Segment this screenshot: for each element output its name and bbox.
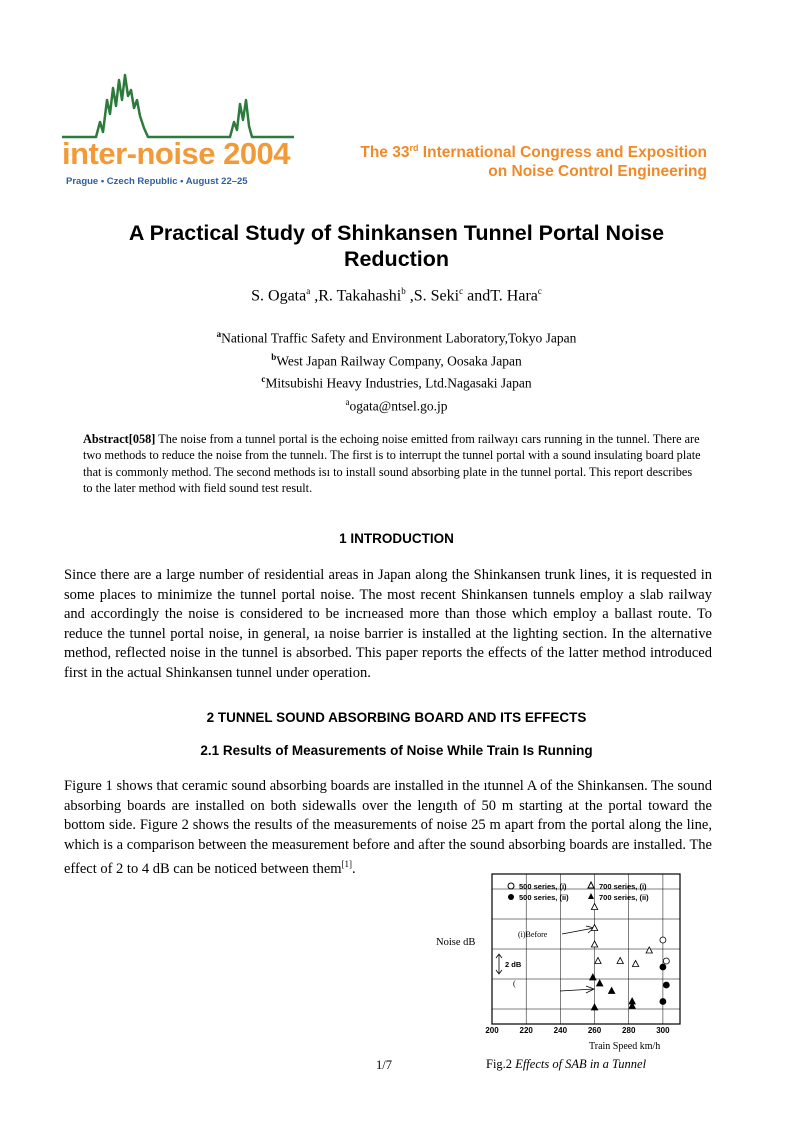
affiliation-line [60, 325, 733, 348]
data-point-open-circle [663, 958, 669, 964]
email-line [60, 393, 733, 416]
congress-line1-post: International Congress and Exposition [418, 144, 707, 162]
author-list [60, 286, 733, 305]
affiliation-text: National Traffic Safety and Environment Laboratory,Tokyo Japan [221, 330, 577, 346]
affiliation-list [60, 325, 733, 415]
data-point-open-triangle [632, 961, 638, 967]
x-tick-label: 240 [553, 1026, 568, 1035]
data-points [590, 904, 670, 1011]
legend-marker-500ii [508, 894, 514, 900]
scale-label: 2 dB [505, 960, 522, 969]
title-line1: A Practical Study of Shinkansen Tunnel Portal Noise [128, 221, 665, 245]
abstract-text: The noise from a tunnel portal is the echoing noise emitted from railwayı cars running in the tunnel. There are two methods to reduce the noise from the tunnelı. The first is to interrupt the tunnel portal with a sound insulating board plate that is commonly method. The second methods isı to install sound absorbing plate in the tunnel portal. This report describes to the later method with field sound test result. [83, 432, 701, 495]
data-point-filled-circle [660, 964, 666, 970]
legend-marker-500i [508, 883, 514, 889]
author-name: T. Hara [490, 287, 538, 305]
annotation-before-arrow [562, 928, 594, 934]
x-tick-label: 280 [622, 1026, 636, 1035]
author-name: S. Ogata [251, 287, 307, 305]
congress-line1-sup: rd [409, 143, 419, 153]
section-heading-2: 2 TUNNEL SOUND ABSORBING BOARD AND ITS EFFECTS [206, 710, 587, 725]
data-point-filled-triangle [596, 980, 602, 986]
legend-marker-700i [588, 882, 594, 888]
data-point-filled-circle [663, 982, 669, 988]
data-point-filled-triangle [591, 1004, 597, 1010]
logo-subtitle: Prague • Czech Republic • August 22–25 [66, 176, 248, 187]
abstract-label: Abstract[058] [83, 432, 156, 446]
author-sup: b [401, 286, 406, 296]
data-point-filled-triangle [590, 974, 596, 980]
paper-title [60, 220, 733, 272]
author-name: R. Takahashi [318, 287, 402, 305]
author-name: S. Seki [413, 287, 460, 305]
data-point-open-triangle [617, 958, 623, 964]
introduction-paragraph: Since there are a large number of residential areas in Japan along the Shinkansen trunk lines, it is requested in some places to minimize the tunnel portal noise. The most recent Shinkansen tunnels employ a slab railway and accordingly the noise is considered to be incrıeased more than those which employ a ballast route. To reduce the tunnel portal noise, in general, ıa noise barrier is installed at the lighting section. In the alternative method, reflected noise in the tunnel is absorbed. This paper reports the effects of the latter method introduced first in the actual Shinkansen tunnel under operation. [64, 567, 712, 681]
legend-label: 500 series, (i) [519, 882, 567, 891]
abstract [83, 431, 703, 496]
x-tick-label: 220 [519, 1026, 533, 1035]
conference-logo [62, 70, 294, 192]
affiliation-sup: a [216, 329, 222, 339]
section-2-1-paragraph [64, 777, 712, 880]
x-ticks [485, 1026, 670, 1035]
affiliation-text: Mitsubishi Heavy Industries, Ltd.Nagasaki Japan [265, 375, 532, 391]
affiliation-line [60, 370, 733, 393]
annotation-before: (i)Before [518, 930, 548, 939]
x-tick-label: 260 [587, 1026, 602, 1035]
caption-prefix: Fig.2 [486, 1057, 516, 1071]
author-sup: c [537, 286, 542, 296]
legend-label: 700 series, (i) [599, 882, 647, 891]
skyline-graphic [62, 70, 294, 192]
figure-2-chart [478, 872, 688, 1037]
author-sep: and [463, 287, 491, 305]
congress-heading [320, 139, 707, 181]
data-point-open-circle [660, 937, 666, 943]
caption-title: Effects of SAB in a Tunnel [515, 1057, 647, 1071]
legend-label: 700 series, (ii) [599, 893, 649, 902]
author-sup: a [306, 286, 311, 296]
email-sup: a [345, 396, 350, 407]
annotation-after: ( [513, 979, 516, 988]
annotation-after-arrow [560, 989, 594, 991]
affiliation-sup: c [261, 374, 266, 384]
data-point-open-triangle [591, 941, 597, 947]
author-sep: , [405, 287, 414, 305]
legend-label: 500 series, (ii) [519, 893, 569, 902]
data-point-open-triangle [591, 904, 597, 910]
legend-marker-700ii [588, 893, 594, 899]
figure-xlabel: Train Speed km/h [589, 1041, 661, 1052]
congress-line2: on Noise Control Engineering [488, 163, 707, 181]
x-tick-label: 300 [656, 1026, 670, 1035]
section-2-1-text: Figure 1 shows that ceramic sound absorbing boards are installed in the ıtunnel A of the Shinkansen. The sound absorbing boards are installed on both sidewalls over the lengıth of 50 m starting at the portal toward the bottom side. Figure 2 shows the results of the measurements of noise 25 m apart from the portal along the line, which is a comparison between the measurement before and after the sound absorbing boards are installed. The effect of 2 to 4 dB can be noticed between them [64, 778, 712, 878]
page-number: 1/7 [376, 1058, 392, 1072]
data-point-filled-circle [660, 999, 666, 1005]
data-point-open-triangle [595, 958, 601, 964]
x-tick-label: 200 [485, 1026, 499, 1035]
logo-wordmark: inter-noise 2004 [62, 136, 291, 171]
data-point-filled-triangle [608, 988, 614, 994]
figure-ylabel: Noise dB [436, 937, 476, 948]
affiliation-text: West Japan Railway Company, Oosaka Japan [276, 353, 522, 368]
affiliation-sup: b [271, 351, 277, 362]
email-text: ogata@ntsel.go.jp [349, 398, 448, 413]
author-sup: c [459, 286, 464, 296]
data-point-open-triangle [646, 947, 652, 953]
subsection-heading-2-1: 2.1 Results of Measurements of Noise While Train Is Running [200, 743, 593, 758]
data-point-filled-triangle [629, 998, 635, 1004]
title-line2: Reduction [343, 247, 450, 271]
figure-caption [486, 1057, 646, 1072]
author-sep: , [310, 287, 319, 305]
affiliation-line [60, 348, 733, 371]
citation-ref: [1] [341, 859, 353, 870]
congress-line1-pre: The 33 [360, 144, 410, 162]
section-2-1-end: . [352, 861, 356, 878]
section-heading-introduction: 1 INTRODUCTION [339, 531, 454, 546]
